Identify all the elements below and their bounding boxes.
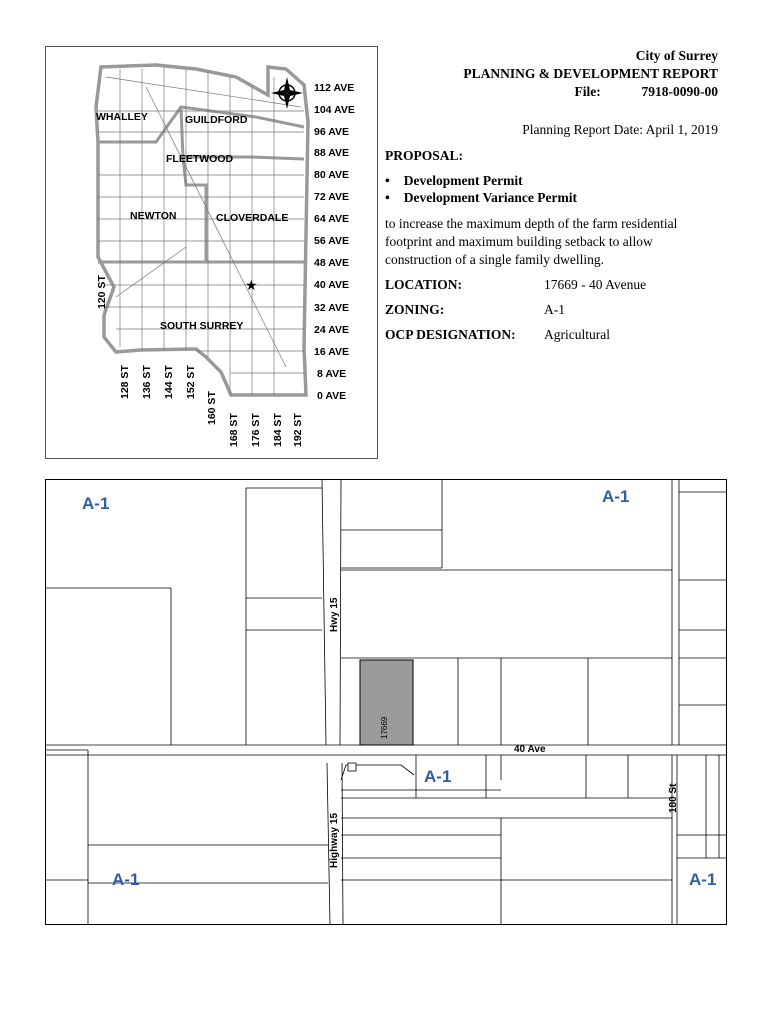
road-label-40-ave: 40 Ave xyxy=(514,744,546,755)
street-label: 144 ST xyxy=(163,365,175,399)
district-label: GUILDFORD xyxy=(185,114,248,126)
street-label: 176 ST xyxy=(250,413,262,447)
site-map xyxy=(45,479,727,925)
file-line xyxy=(575,83,719,101)
site-map-graphic xyxy=(46,480,726,924)
proposal-item: • Development Permit xyxy=(385,173,523,188)
avenue-label: 80 AVE xyxy=(314,169,350,181)
district-label: FLEETWOOD xyxy=(166,153,234,165)
avenue-label: 32 AVE xyxy=(314,302,350,314)
district-label: SOUTH SURREY xyxy=(160,320,244,332)
street-label: 120 ST xyxy=(96,275,108,309)
city-name: City of Surrey xyxy=(635,48,718,63)
district-label: NEWTON xyxy=(130,210,177,222)
proposal-description-line: construction of a single family dwelling. xyxy=(385,252,604,267)
road-label-hwy15: Hwy 15 xyxy=(329,597,340,632)
avenue-label: 40 AVE xyxy=(314,279,350,291)
file-number: 7918-0090-00 xyxy=(641,84,718,99)
ocp-label: OCP DESIGNATION: xyxy=(385,327,516,342)
key-map xyxy=(45,46,378,459)
zone-label: A-1 xyxy=(424,767,452,786)
avenue-label: 48 AVE xyxy=(314,257,350,269)
report-title: PLANNING & DEVELOPMENT REPORT xyxy=(463,66,718,81)
street-label: 128 ST xyxy=(119,365,131,399)
location-label: LOCATION: xyxy=(385,277,463,292)
report-date: Planning Report Date: April 1, 2019 xyxy=(522,122,718,137)
district-label: CLOVERDALE xyxy=(216,212,289,224)
zone-label: A-1 xyxy=(112,870,140,889)
file-label: File: xyxy=(574,84,601,99)
avenue-label: 112 AVE xyxy=(314,82,355,94)
avenue-label: 0 AVE xyxy=(317,390,347,402)
avenue-label: 8 AVE xyxy=(317,368,347,380)
site-star-icon: ★ xyxy=(245,278,258,294)
street-label: 168 ST xyxy=(228,413,240,447)
street-label: 136 ST xyxy=(141,365,153,399)
zoning-label: ZONING: xyxy=(385,302,445,317)
avenue-label: 16 AVE xyxy=(314,346,350,358)
zone-label: A-1 xyxy=(689,870,717,889)
avenue-label: 104 AVE xyxy=(314,104,355,116)
ocp-value: Agricultural xyxy=(544,327,610,342)
zone-label: A-1 xyxy=(82,494,110,513)
avenue-label: 56 AVE xyxy=(314,235,350,247)
proposal-heading: PROPOSAL: xyxy=(385,148,464,163)
avenue-label: 96 AVE xyxy=(314,126,350,138)
street-label: 152 ST xyxy=(185,365,197,399)
street-label: 192 ST xyxy=(292,413,304,447)
zone-label: A-1 xyxy=(602,487,630,506)
avenue-label: 64 AVE xyxy=(314,213,350,225)
proposal-description-line: to increase the maximum depth of the farm residential xyxy=(385,216,678,231)
road-label-180-st: 180 St xyxy=(668,783,679,813)
street-label: 184 ST xyxy=(272,413,284,447)
street-label: 160 ST xyxy=(206,391,218,425)
parcel-address-label: 17669 xyxy=(380,716,389,739)
location-value: 17669 - 40 Avenue xyxy=(544,277,647,292)
proposal-description-line: footprint and maximum building setback to allow xyxy=(385,234,653,249)
lot-marker-icon xyxy=(348,763,356,771)
proposal-item: • Development Variance Permit xyxy=(385,190,577,205)
district-label: WHALLEY xyxy=(96,111,148,123)
zoning-value: A-1 xyxy=(544,302,565,317)
avenue-label: 88 AVE xyxy=(314,147,350,159)
avenue-label: 72 AVE xyxy=(314,191,350,203)
avenue-label: 24 AVE xyxy=(314,324,350,336)
road-label-highway15: Highway 15 xyxy=(329,812,340,868)
